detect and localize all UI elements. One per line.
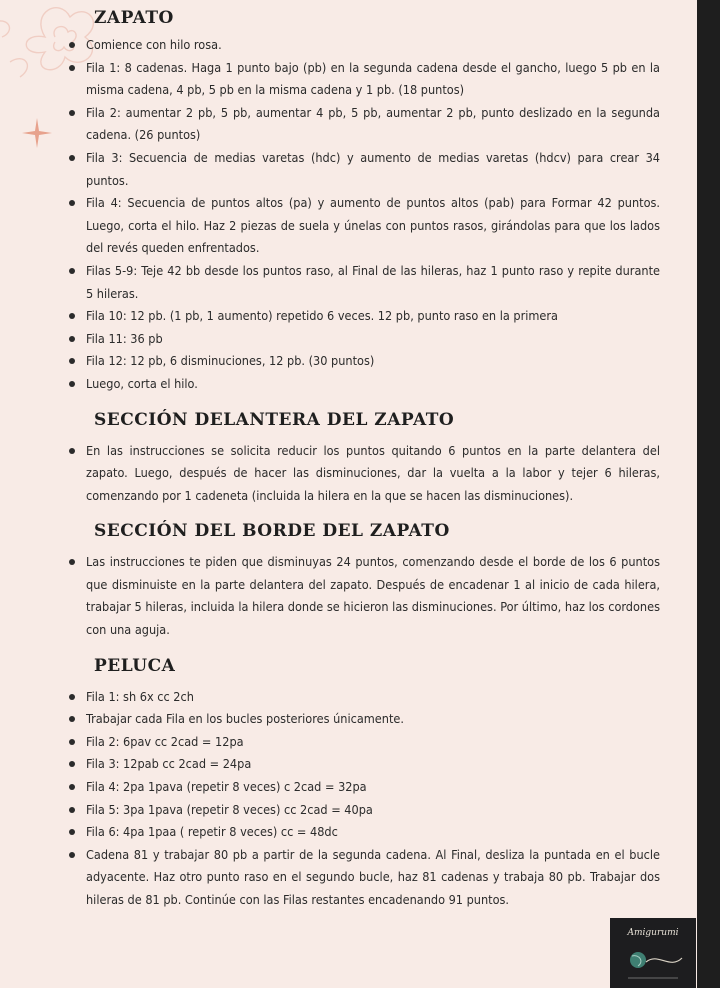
list-item: Fila 1: 8 cadenas. Haga 1 punto bajo (pb) en la segunda cadena desde el gancho, luego 5 pb en la misma cadena, 4 pb, 5 pb en la misma cadena y 1 pb. (18 puntos): [66, 57, 660, 102]
list-item: Fila 2: 6pav cc 2cad = 12pa: [66, 731, 660, 754]
section-peluca: [66, 656, 660, 912]
pattern-content: [66, 8, 660, 912]
section-seccion-delantera: [66, 410, 660, 508]
logo-text: Amigurumi: [627, 928, 679, 938]
section-list: [66, 440, 660, 508]
list-item: Fila 10: 12 pb. (1 pb, 1 aumento) repetido 6 veces. 12 pb, punto raso en la primera: [66, 305, 660, 328]
list-item: Fila 5: 3pa 1pava (repetir 8 veces) cc 2cad = 40pa: [66, 799, 660, 822]
yarn-ball-icon: [610, 918, 696, 988]
section-title-seccion-delantera: SECCIÓN DELANTERA DEL ZAPATO: [94, 409, 455, 430]
list-item: Las instrucciones te piden que disminuyas 24 puntos, comenzando desde el borde de los 6 puntos que disminuiste en la parte delantera del zapato. Después de encadenar 1 al inicio de cada hilera, trabajar 5 hileras, incluida la hilera donde se hicieron las disminuciones. Por último, haz los cordones con una aguja.: [66, 551, 660, 641]
list-item: Fila 2: aumentar 2 pb, 5 pb, aumentar 4 pb, 5 pb, aumentar 2 pb, punto deslizado en la segunda cadena. (26 puntos): [66, 102, 660, 147]
section-list: [66, 34, 660, 396]
list-item: Fila 11: 36 pb: [66, 328, 660, 351]
list-item: Fila 4: 2pa 1pava (repetir 8 veces) c 2cad = 32pa: [66, 776, 660, 799]
list-item: Trabajar cada Fila en los bucles posteriores únicamente.: [66, 708, 660, 731]
right-edge-band: [697, 0, 720, 988]
list-item: Fila 3: Secuencia de medias varetas (hdc) y aumento de medias varetas (hdcv) para crear 34 puntos.: [66, 147, 660, 192]
list-item: Filas 5-9: Teje 42 bb desde los puntos raso, al Final de las hileras, haz 1 punto raso y repite durante 5 hileras.: [66, 260, 660, 305]
list-item: En las instrucciones se solicita reducir los puntos quitando 6 puntos en la parte delantera del zapato. Luego, después de hacer las disminuciones, dar la vuelta a la labor y tejer 6 hileras, comenzando por 1 cadeneta (incluida la hilera en la que se hacen las disminuciones).: [66, 440, 660, 508]
section-list: [66, 686, 660, 912]
list-item: Comience con hilo rosa.: [66, 34, 660, 57]
list-item: Fila 1: sh 6x cc 2ch: [66, 686, 660, 709]
section-title-peluca: PELUCA: [94, 655, 176, 676]
list-item: Luego, corta el hilo.: [66, 373, 660, 396]
section-seccion-borde: [66, 521, 660, 641]
brand-logo: [610, 918, 696, 988]
list-item: Fila 3: 12pab cc 2cad = 24pa: [66, 753, 660, 776]
section-zapato: [66, 8, 660, 396]
list-item: Fila 12: 12 pb, 6 disminuciones, 12 pb. (30 puntos): [66, 350, 660, 373]
section-title-zapato: ZAPATO: [94, 8, 174, 28]
sparkle-icon: [22, 118, 52, 148]
list-item: Fila 6: 4pa 1paa ( repetir 8 veces) cc = 48dc: [66, 821, 660, 844]
section-list: [66, 551, 660, 641]
list-item: Cadena 81 y trabajar 80 pb a partir de la segunda cadena. Al Final, desliza la puntada en el bucle adyacente. Haz otro punto raso en el segundo bucle, haz 81 cadenas y trabaja 80 pb. Trabajar dos hileras de 81 pb. Continúe con las Filas restantes encadenando 91 puntos.: [66, 844, 660, 912]
list-item: Fila 4: Secuencia de puntos altos (pa) y aumento de puntos altos (pab) para Formar 42 puntos. Luego, corta el hilo. Haz 2 piezas de suela y únelas con puntos rasos, girándolas para que los lados del revés queden enfrentados.: [66, 192, 660, 260]
section-title-seccion-borde: SECCIÓN DEL BORDE DEL ZAPATO: [94, 521, 450, 542]
